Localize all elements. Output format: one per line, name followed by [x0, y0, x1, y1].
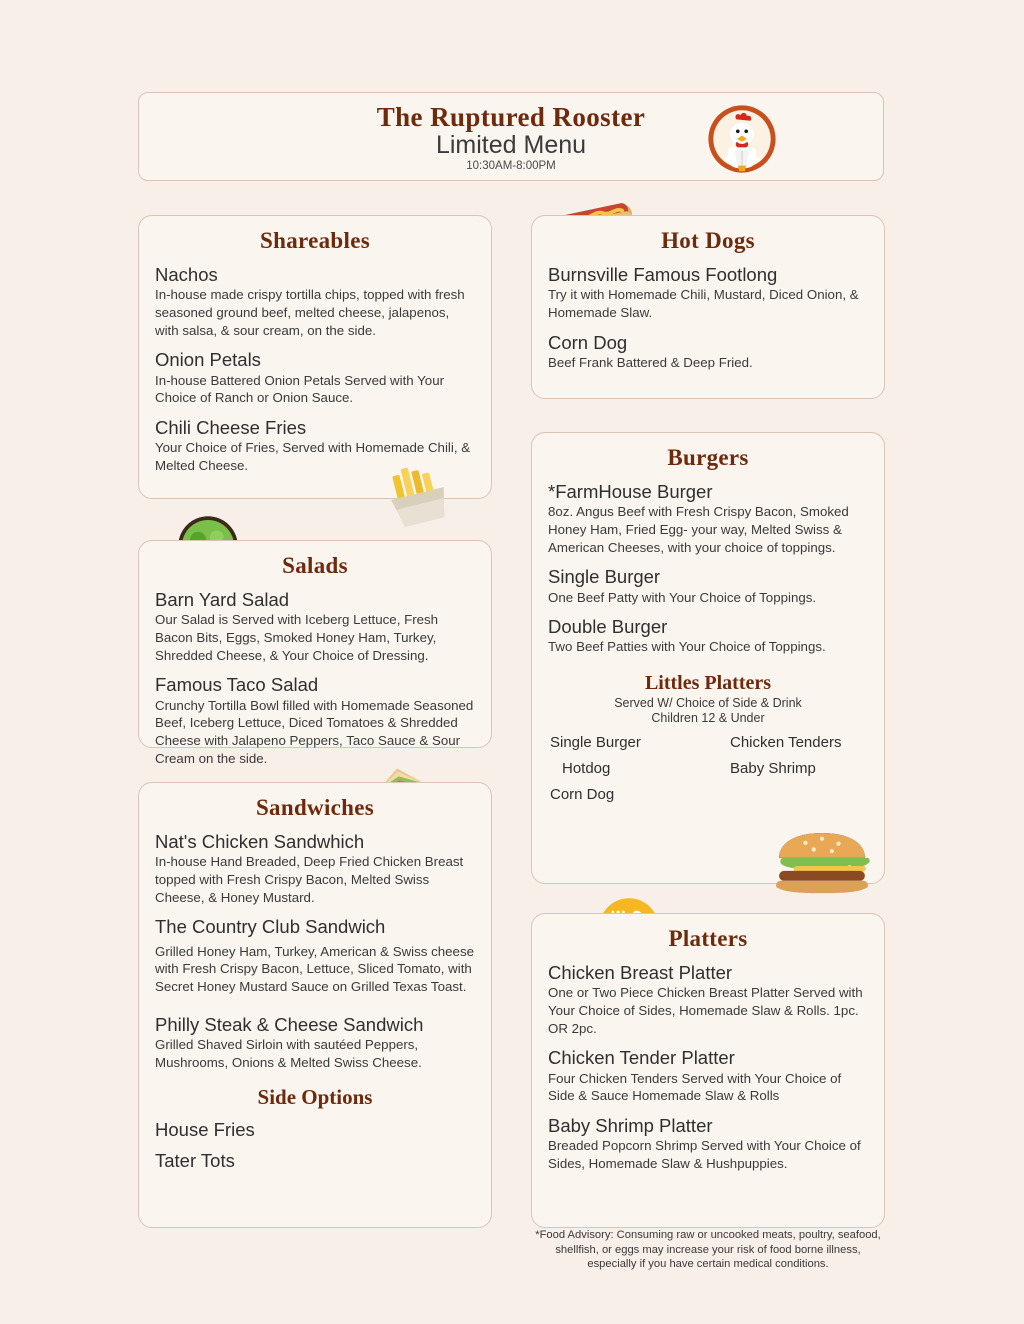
item-description: In-house Hand Breaded, Deep Fried Chicken Breast topped with Fresh Crispy Bacon, Melted Swiss Cheese, & Honey Mustard.	[155, 854, 464, 905]
burgers-section	[531, 432, 885, 884]
shareables-section	[138, 215, 492, 499]
littles-item: Corn Dog	[550, 786, 615, 804]
menu-hours: 10:30AM-8:00PM	[466, 160, 556, 173]
item-name: Famous Taco Salad	[155, 674, 319, 696]
menu-item	[155, 1014, 475, 1072]
item-name: Barn Yard Salad	[155, 589, 290, 610]
side-options-title: Side Options	[257, 1085, 373, 1110]
side-option: Tater Tots	[155, 1150, 235, 1172]
side-option: House Fries	[155, 1119, 255, 1141]
item-description: Breaded Popcorn Shrimp Served with Your Choice of Sides, Homemade Slaw & Hushpuppies.	[548, 1138, 861, 1171]
item-description: One or Two Piece Chicken Breast Platter Served with Your Choice of Sides, Homemade Slaw & Rolls. 1pc. OR 2pc.	[548, 985, 863, 1036]
item-name: Onion Petals	[155, 349, 261, 371]
menu-item	[155, 349, 475, 407]
littles-note-line-2: Children 12 & Under	[651, 711, 765, 726]
item-description: Grilled Shaved Sirloin with sautéed Peppers, Mushrooms, Onions & Melted Swiss Cheese.	[155, 1036, 422, 1070]
item-description: In-house Battered Onion Petals Served with Your Choice of Ranch or Onion Sauce.	[155, 372, 445, 406]
item-description: 8oz. Angus Beef with Fresh Crispy Bacon, Smoked Honey Ham, Fried Egg- your way, Melted Swiss & American Cheeses, with your choice of toppings.	[548, 504, 849, 555]
menu-item	[548, 1115, 868, 1173]
littles-item: Baby Shrimp	[730, 760, 816, 778]
item-name: Double Burger	[548, 616, 668, 638]
item-description: Our Salad is Served with Iceberg Lettuce, Fresh Bacon Bits, Eggs, Smoked Honey Ham, Turkey, Shredded Cheese, & Your Choice of Dressing.	[155, 612, 439, 663]
item-name: Corn Dog	[548, 331, 628, 353]
sandwiches-section	[138, 782, 492, 1228]
item-name: Single Burger	[548, 566, 661, 588]
item-description: Crunchy Tortilla Bowl filled with Homemade Seasoned Beef, Iceberg Lettuce, Diced Tomatoes & Shredded Cheese with Jalapeno Peppers, Taco Sauce & Sour Cream on the side.	[155, 697, 474, 766]
platters-title: Platters	[668, 926, 748, 951]
restaurant-name: The Ruptured Rooster	[376, 101, 646, 132]
burgers-title: Burgers	[667, 445, 749, 470]
menu-item	[155, 916, 475, 995]
salads-title: Salads	[282, 553, 348, 578]
item-name: Nat's Chicken Sandwhich	[155, 831, 365, 852]
burger-icon	[772, 828, 872, 894]
menu-item	[155, 831, 475, 906]
item-name: Philly Steak & Cheese Sandwich	[155, 1013, 424, 1035]
menu-item	[155, 264, 475, 339]
littles-platters-list	[548, 734, 868, 803]
hot-dogs-title: Hot Dogs	[661, 228, 755, 253]
item-name: The Country Club Sandwich	[155, 916, 386, 938]
item-description: Grilled Honey Ham, Turkey, American & Swiss cheese with Fresh Crispy Bacon, Lettuce, Sliced Tomato, with Secret Honey Mustard Sauce on Grilled Texas Toast.	[155, 943, 474, 994]
menu-item	[155, 674, 475, 767]
littles-platters-title: Littles Platters	[644, 672, 772, 695]
menu-item	[155, 589, 475, 664]
item-name: *FarmHouse Burger	[548, 481, 713, 502]
item-description: Four Chicken Tenders Served with Your Choice of Side & Sauce Homemade Slaw & Rolls	[548, 1070, 842, 1104]
item-description: Try it with Homemade Chili, Mustard, Diced Onion, & Homemade Slaw.	[548, 287, 859, 320]
item-description: Beef Frank Battered & Deep Fried.	[548, 354, 753, 370]
menu-title: Limited Menu	[435, 130, 587, 159]
littles-item: Single Burger	[550, 734, 641, 752]
menu-item	[548, 481, 868, 556]
menu-item	[548, 1047, 868, 1105]
salads-section	[138, 540, 492, 766]
food-advisory-text: *Food Advisory: Consuming raw or uncooked meats, poultry, seafood, shellfish, or eggs may increase your risk of food borne illness, especially if you have certain medical conditions.	[535, 1229, 881, 1271]
item-name: Baby Shrimp Platter	[548, 1114, 713, 1136]
littles-note-line-1: Served W/ Choice of Side & Drink	[614, 696, 802, 711]
item-name: Chili Cheese Fries	[155, 416, 307, 438]
item-name: Chicken Breast Platter	[548, 962, 733, 983]
item-description: Your Choice of Fries, Served with Homemade Chili, & Melted Cheese.	[155, 440, 471, 473]
french-fries-icon	[375, 466, 460, 528]
littles-item: Chicken Tenders	[730, 734, 842, 752]
item-description: Two Beef Patties with Your Choice of Toppings.	[548, 639, 826, 655]
menu-item	[548, 566, 868, 606]
littles-platters-note	[548, 696, 868, 726]
littles-item-empty	[708, 786, 868, 803]
item-name: Burnsville Famous Footlong	[548, 264, 778, 285]
sandwiches-title: Sandwiches	[255, 795, 375, 820]
hot-dogs-section	[531, 215, 885, 399]
menu-item	[548, 264, 868, 322]
item-description: One Beef Patty with Your Choice of Toppings.	[548, 589, 817, 605]
littles-item: Hotdog	[562, 760, 611, 778]
menu-item	[548, 962, 868, 1037]
item-name: Nachos	[155, 264, 218, 285]
item-description: In-house made crispy tortilla chips, topped with fresh seasoned ground beef, melted cheese, jalapenos, with salsa, & sour cream, on the side.	[155, 287, 465, 338]
rooster-mascot-icon	[705, 104, 779, 174]
shareables-title: Shareables	[260, 228, 370, 253]
platters-section	[531, 913, 885, 1228]
menu-item	[548, 332, 868, 372]
menu-header-card	[138, 92, 884, 181]
menu-item	[548, 616, 868, 656]
item-name: Chicken Tender Platter	[548, 1047, 735, 1069]
